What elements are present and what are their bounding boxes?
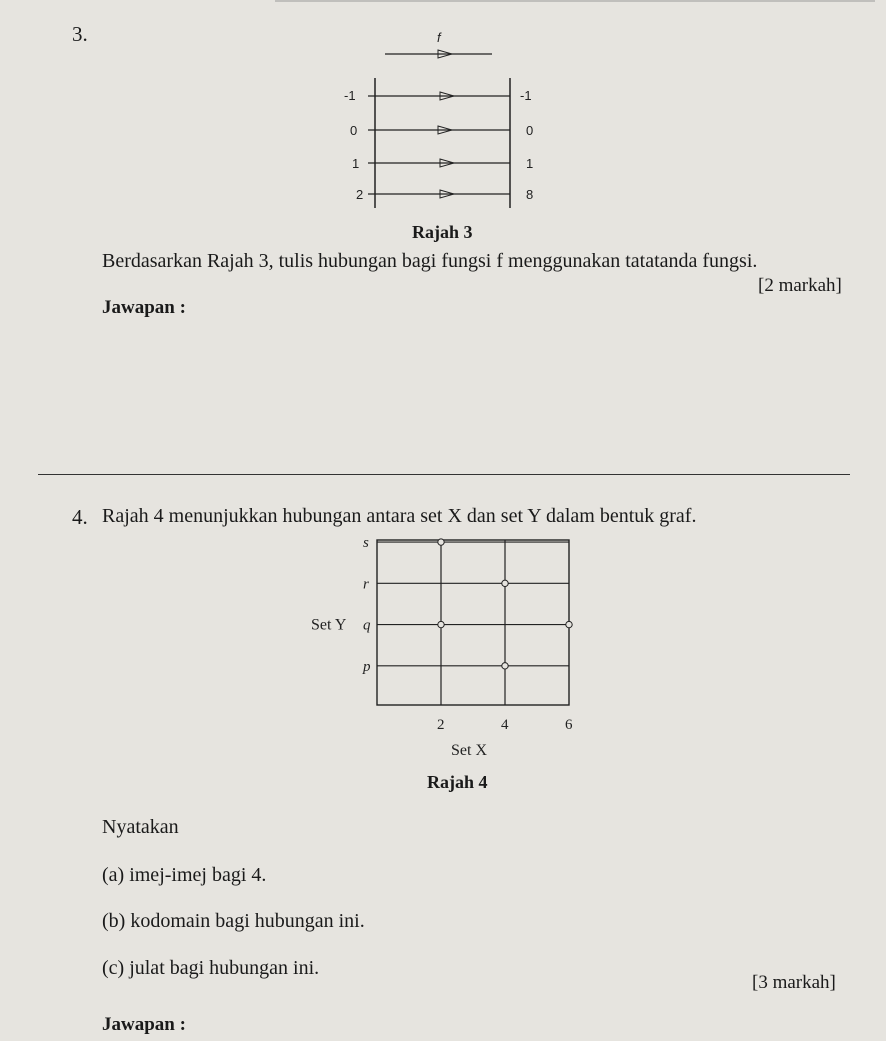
codomain-value: -1: [520, 88, 532, 103]
scan-top-edge: [275, 0, 875, 2]
question-3-instruction: Berdasarkan Rajah 3, tulis hubungan bagi fungsi f menggunakan tatatanda fungsi.: [102, 250, 758, 272]
question-4-part-b: (b) kodomain bagi hubungan ini.: [102, 910, 365, 932]
rajah-3-caption: Rajah 3: [412, 222, 473, 242]
data-point: [438, 621, 444, 627]
question-4-number: 4.: [72, 505, 88, 529]
question-4-intro: Rajah 4 menunjukkan hubungan antara set X dan set Y dalam bentuk graf.: [102, 505, 697, 527]
y-tick-label: s: [363, 535, 369, 552]
domain-value: -1: [344, 88, 356, 103]
data-point: [502, 580, 508, 586]
domain-value: 0: [350, 123, 358, 138]
codomain-value: 0: [526, 123, 534, 138]
question-4-part-c: (c) julat bagi hubungan ini.: [102, 957, 320, 979]
y-tick-label: q: [363, 617, 371, 634]
graph-frame: [377, 540, 569, 705]
question-3-marks: [2 markah]: [758, 275, 842, 296]
question-3-number: 3.: [72, 22, 88, 46]
y-tick-label: p: [363, 658, 371, 675]
question-4-prompt: Nyatakan: [102, 816, 179, 838]
codomain-value: 1: [526, 156, 534, 171]
x-tick-label: 4: [501, 717, 509, 733]
data-point: [438, 539, 444, 545]
x-axis-label: Set X: [451, 742, 487, 759]
rajah-4-caption: Rajah 4: [427, 772, 488, 792]
y-axis-label: Set Y: [311, 616, 347, 634]
section-divider: [38, 474, 850, 475]
question-4-marks: [3 markah]: [752, 972, 836, 993]
question-4-part-a: (a) imej-imej bagi 4.: [102, 864, 267, 886]
domain-value: 2: [356, 187, 364, 202]
domain-value: 1: [352, 156, 360, 171]
codomain-value: 8: [526, 187, 534, 202]
mapping-rows: [344, 88, 533, 202]
function-label: f: [437, 30, 441, 45]
y-tick-label: r: [363, 576, 369, 593]
x-tick-label: 6: [565, 717, 573, 733]
question-3-answer-label: Jawapan :: [102, 297, 186, 318]
question-4-answer-label: Jawapan :: [102, 1014, 186, 1035]
data-point: [502, 663, 508, 669]
rajah-4-graph: [305, 530, 595, 765]
data-point: [566, 621, 572, 627]
x-tick-label: 2: [437, 717, 445, 733]
rajah-3-diagram: [330, 28, 560, 218]
